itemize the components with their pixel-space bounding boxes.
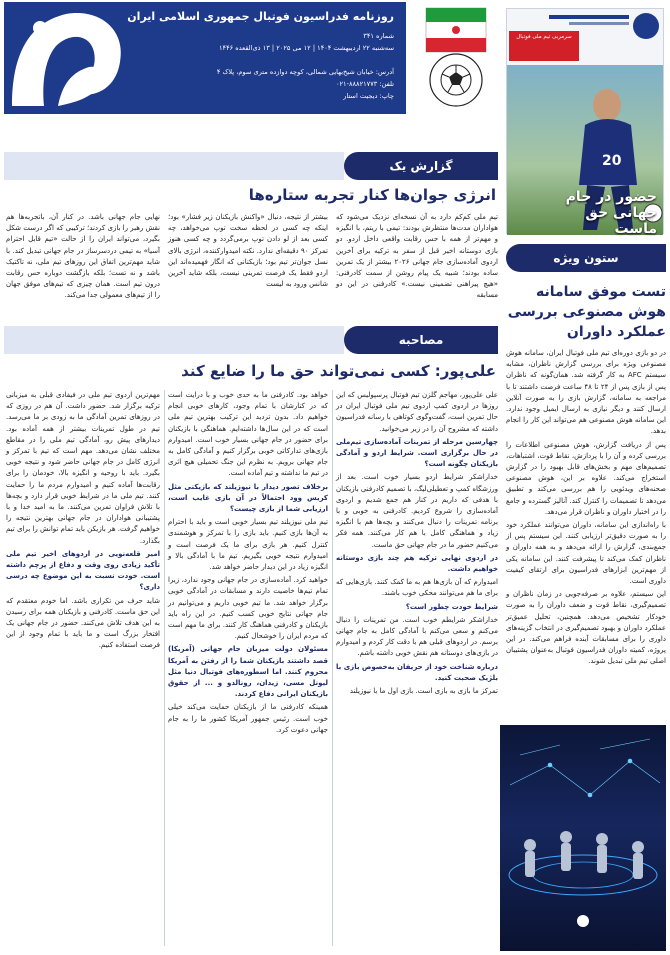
interview-answer: خواهید کرد. آماده‌سازی در جام جهانی وجود ندارد، زیرا تمام تیم‌ها خاصیت دارند و مسابقات در آمادگی خوبی برگزار خواهد شد. ما تیم خوبی داریم و می‌توانیم در جام جهانی نتایج خوبی کسب کنیم. در این راه باید بازیکنان و کادرفنی هماهنگ کار کنند. برای ما مهم است که مردم ایران را خوشحال کنیم. bbox=[168, 576, 328, 641]
column-headline: تست موفق سامانه هوش مصنوعی بررسی عملکرد داوران bbox=[507, 284, 666, 340]
interview-answer: خواهد بود. کادرفنی ما به حدی خوب و با درایت است که در کنارشان با تمام وجود، کارهای خوبی انجام خواهیم داد. بدون تردید این ترکیب بهترین تیم ملی است که در این سال‌ها داشته‌ایم. هماهنگی با بازیکنان برای حضور در جام جهانی بسیار خوب است. امیدوارم بازی‌های تدارکاتی خوبی برگزار کنیم و آمادگی کامل به جام جهانی برویم. به نظرم این جنگ تحمیلی هیچ اثری در تیم ما نداشته و تیم آماده است. bbox=[168, 391, 328, 478]
interview-question: درباره شناخت خود از حریفان به‌خصوص بازی با بلژیک صحبت کنید. bbox=[336, 662, 498, 682]
cover-tag: سرمربی تیم ملی فوتبال bbox=[509, 31, 579, 61]
section-label-report bbox=[344, 152, 498, 180]
column-paragraph: این سیستم، علاوه بر صرفه‌جویی در زمان ناظران و تصمیم‌گیری، نقاط قوت و ضعف داوران را به صورت خودکار تشخیص می‌دهد. همچنین، تحلیل عمیق‌تر عملکرد داوران و بهبود تصمیم‌گیری در انتخاب گزینه‌های داوری را برای مسابقات آینده فراهم می‌کند. در این پروژه، کمیته داوران فدراسیون فوتبال به‌عنوان پشتیبان اصلی تیم ملی تبدیل شوند. bbox=[506, 590, 666, 666]
section-label-interview bbox=[344, 326, 498, 354]
newspaper-logo bbox=[4, 2, 94, 114]
interview-question: چهارسین مرحله از تمرینات آماده‌سازی تیم‌ملی در حال برگزاری است. شرایط اردو و آمادگی بازیکنان چگونه است؟ bbox=[336, 437, 498, 469]
print-line: چاپ: دیجیت استار bbox=[343, 92, 394, 100]
interview-question: مسئولان دولت میزبان جام جهانی (آمریکا) قصد داشتند بازیکنان شما را از رفتن به آمریکا محروم کنند. اما اسطوره‌های فوتبال دنیا مثل لیونل مسی، زیدان، رونالدو و ... از حقوق بازیکنان ایرانی دفاع کردند. bbox=[168, 645, 328, 699]
section-band bbox=[4, 326, 344, 354]
issue-date: سه‌شنبه ۲۲ اردیبهشت ۱۴۰۴ | ۱۲ می ۲۰۲۵ | ۱۳ ذی‌القعده ۱۴۴۶ bbox=[218, 44, 394, 52]
interview-answer: همینکه کادرفنی ما از بازیکنان حمایت می‌کند خیلی خوب است. رئیس جمهور آمریکا کشور ما را به جام جهانی دعوت کرد. bbox=[168, 703, 328, 734]
federation-emblem bbox=[412, 2, 500, 114]
interview-question: شرایط خودت چطور است؟ bbox=[405, 602, 498, 611]
column-paragraph: در دو بازی دوره‌ای تیم ملی فوتبال ایران، سامانه هوش مصنوعی ویژه برای بررسی گزارش ناظران، مشابه سیستم AFC به کار گرفته شد. همان‌گونه که ناظران پس از بازی پس از ۲۴ تا ۴۸ ساعت فرصت داشتند تا با مراجعه به سامانه، گزارش بازی را به صورت آنلاین ارسال کنند و دیگر نیازی به ارسال ایمیل وجود ندارد. این سامانه هوش مصنوعی هم می‌تواند این کار را انجام بدهد. bbox=[506, 349, 667, 436]
address-line: آدرس: خیابان شیخ‌بهایی شمالی، کوچه دوازده متری سوم، پلاک ۴ bbox=[216, 68, 394, 76]
interview-answer: خداراشکر شرایط اردو بسیار خوب است. بعد از ورزشگاه کمپ و تعطیلی‌لیگ، با تصمیم کادرفنی بازیکنان با هدفی که داریم در کنار هم جمع شدیم و اردوی آماده‌سازی را شروع کردیم. کادرفنی به خوبی و با برنامه تمرینات را دنبال می‌کنند و بچه‌ها هم با انگیزه زیاد و هماهنگی کامل با هم کار می‌کنند. همه فکر می‌کنیم حضور ما در جام جهانی حق ماست. bbox=[336, 473, 498, 549]
interview-column-2 bbox=[168, 390, 328, 950]
column-paragraph: پس از دریافت گزارش، هوش مصنوعی اطلاعات را بررسی کرده و آن را با پردازش، نقاط قوت، اشتباهات، تصمیم‌های مهم و بخش‌های قابل بهبود را در گزارش استخراج می‌کند. علاوه بر این، هوش مصنوعی صحنه‌های ویدئویی را هم بررسی می‌کند و تطبیق می‌دهد تا تصمیمات را کنترل کند. آنالیز گسترده و جامع را در اختیار داوران و ناظران قرار می‌دهد. bbox=[506, 440, 666, 516]
interview-column-1 bbox=[336, 390, 498, 950]
interview-answer: تیم ملی نیوزیلند تیم بسیار خوبی است و باید با احترام به آن‌ها بازی کنیم. باید بازی را با تمرکز و هوشمندی کنترل کنیم. هر بازی برای ما یک فرصت است و امیدوارم نتیجه خوبی بگیریم. تیم ما با آمادگی بالا و انگیزه زیاد در این دیدار حاضر خواهد شد. bbox=[168, 518, 328, 572]
cover-magazine-image bbox=[506, 8, 664, 237]
section-label-column bbox=[506, 244, 666, 272]
special-column-body bbox=[506, 348, 666, 720]
report-column-1: تیم ملی کم‌کم دارد به آن نسخه‌ای نزدیک می‌شود که هواداران مدت‌ها منتظرش بودند: تیمی با ریتم، با انگیزه و مهم‌تر از همه با حس رقابت واقعی داخل اردو. دو بازی دوستانه اخیر قبل از سفر به ترکیه برای آخرین اردوی آماده‌سازی جام جهانی ۲۰۲۶ بیشتر از یک تمرین ساده بودند؛ شبیه یک پیام روشن از سمت کادرفنی: «هیچ پیراهنی تضمینی نیست.» کادرفنی در این دو مسابقه bbox=[336, 213, 498, 300]
svg-text:20: 20 bbox=[602, 153, 622, 169]
newspaper-title: روزنامه فدراسیون فوتبال جمهوری اسلامی ایران bbox=[127, 10, 394, 23]
issue-number: شماره ۳۴۱ bbox=[363, 32, 394, 40]
interview-column-3 bbox=[6, 390, 160, 950]
column-divider bbox=[332, 390, 333, 946]
section-label-column-text: ستون ویژه bbox=[553, 251, 619, 265]
interview-answer: مهم‌ترین اردوی تیم ملی در فیفادی قبلی به میزبانی ترکیه برگزار شد. حضور داشت. آن هم در روزی که در روزهای تمرین آمادگی ما به زودی بر ما می‌رسد. تیم در طول تمرینات بیشتر از همه آماده بود. دیدارهای پیش رو، آمادگی تیم ملی را در مقاطع مختلف نشان می‌دهد. مهم است که تیم با تمرکز و انرژی کامل در جام جهانی حاضر شود و نتیجه خوبی بگیرد. باید با روحیه و انگیزه بالا، خودمان را برای رقابت‌ها آماده کنیم و امیدوارم مردم ما را حمایت کنند. تیم ملی ما در شرایط خوبی قرار دارد و بچه‌ها با تلاش فراوان تمرین می‌کنند. ما به امید خدا و با پشتیبانی هواداران در جام جهانی بهترین نتیجه را خواهیم گرفت. هر بازیکن باید تمام توانش را برای تیم بگذارد. bbox=[6, 391, 160, 545]
interview-intro: علی علی‌پور، مهاجم گلزن تیم فوتبال پرسپولیس که این روزها در اردوی کمپ اردوی تیم ملی فوتبال ایران در حال تمرین است، گفت‌وگوی کوتاهی با رسانه فدراسیون داشته که مشروح آن را در زیر می‌خوانید. bbox=[336, 391, 498, 433]
interview-question: امیر قلعه‌نویی در اردوهای اخیر تیم ملی تأکید زیادی روی وقت و دفاع از پرچم داشته است. خودت نسبت به این موضوع چه درسی داری؟ bbox=[6, 549, 160, 592]
interview-answer: شاید حرف من تکراری باشد. اما خودم معتقدم که این حق ماست. کادرفنی و بازیکنان همه برای رسیدن به این هدف تلاش می‌کنند. حضور در جام جهانی یک افتخار بزرگ است و ما باید با تمام وجود از این فرصت استفاده کنیم. bbox=[6, 596, 160, 650]
report-headline: انرژی جوان‌ها کنار تجربه ستاره‌ها bbox=[248, 186, 496, 204]
section-label-report-text: گزارش یک bbox=[389, 159, 453, 173]
interview-answer: تمرکز ما بازی به بازی است. بازی اول ما با نیوزیلند bbox=[349, 687, 498, 696]
cover-headline: حضور در جام جهانی حق ماست bbox=[565, 189, 657, 237]
interview-answer: خداراشکر شرایطم خوب است. من تمرینات را دنبال می‌کنم و سعی می‌کنم با آمادگی کامل به جام جهانی برسم. در اردوهای قبلی هم با دقت کار کردم و امیدوارم در بازی‌های دوستانه هم نقش خوبی داشته باشم. bbox=[336, 615, 498, 658]
masthead bbox=[4, 2, 406, 114]
section-label-interview-text: مصاحبه bbox=[398, 333, 444, 347]
ai-illustration-icon bbox=[500, 725, 666, 951]
phone-line: تلفن: ۸۸۸۲۱۷۷۳-۰۲۱ bbox=[335, 80, 394, 88]
interview-question: در اردوی نهایی ترکیه هم چند بازی دوستانه خواهیم داشت. bbox=[336, 553, 498, 574]
section-band bbox=[4, 152, 344, 180]
federation-emblem-icon bbox=[412, 2, 500, 114]
interview-question: برخلاف تصور دیدار با نیوزیلند که بازیکنی مثل کریس وود احتمالاً در آن بازی غایب است، ارزیابی شما از بازی چیست؟ bbox=[168, 482, 328, 514]
column-divider bbox=[164, 390, 165, 946]
interview-answer: امیدوارم که آن بازی‌ها هم به ما کمک کنند. بازی‌هایی که برای ما هم می‌توانند محکی خوب باشند. bbox=[336, 578, 498, 598]
column-paragraph: با راه‌اندازی این سامانه، داوران می‌توانند عملکرد خود را به صورت دقیق‌تر ارزیابی کنند. این سیستم پس از جمع‌بندی، گزارش را ارائه می‌دهد و به همه داوران و ناظران کمک می‌کند تا پیشرفت کنند. این سامانه یکی از مهم‌ترین ابزارهای فدراسیون برای ارتقای کیفیت داوری است. bbox=[506, 521, 666, 586]
interview-headline: علی‌پور: کسی نمی‌تواند حق ما را ضایع کند bbox=[181, 362, 496, 380]
report-column-2: بیشتر از نتیجه، دنبال «واکنش بازیکنان زیر فشار» بود؛ اینکه چه کسی در لحظه سخت توپ می‌خواهد، چه کسی بعد از لو دادن توپ برمی‌گردد و چه کسی هنوز تمرکز ۹۰ دقیقه‌ای ندارد. نکته امیدوارکننده، انرژی بالای نسل جوان‌تر تیم بود؛ بازیکنانی که انگار فهمیده‌اند این اردو فقط یک فرصت تمرینی نیست، بلکه شاید آخرین شانس ورود به لیست bbox=[168, 213, 329, 289]
report-column-3: نهایی جام جهانی باشد. در کنار آن، باتجربه‌ها هم نقش رهبر را بازی کردند؛ ترکیبی که اگر درست شکل بگیرد، می‌تواند ایران را از حالت «تیم قابل احترام آسیا» به تیمی دردسرساز در جام جهانی تبدیل کند. با شاید مهم‌ترین اتفاق این روزهای تیم ملی، نه تاکتیک باشد و نه تست؛ بلکه بازگشت دوباره حس رقابت درون تیم است. همان چیزی که تیم‌های موفق جهان را از تیم‌های معمولی جدا می‌کند. bbox=[6, 213, 160, 300]
ai-referee-illustration bbox=[500, 725, 666, 951]
